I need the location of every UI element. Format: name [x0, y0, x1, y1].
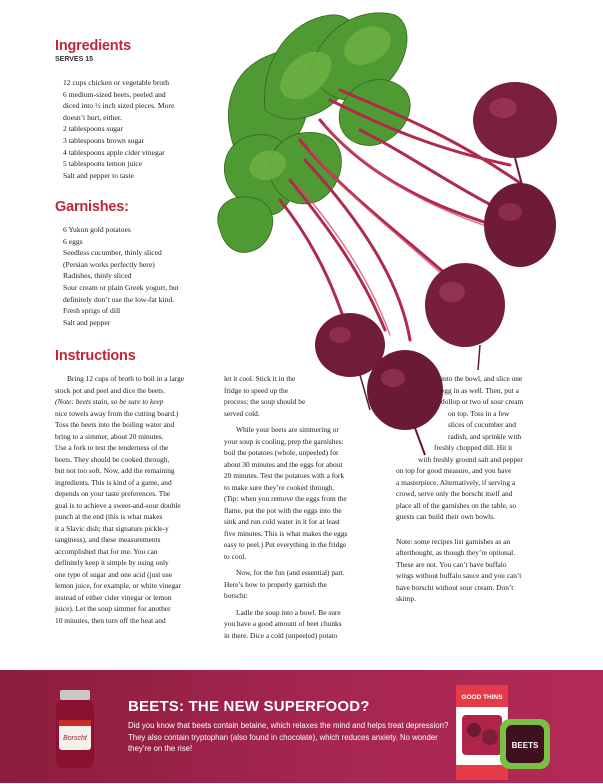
box-label: GOOD THINS [461, 694, 503, 701]
list-item: Seedless cucumber, thinly sliced [63, 248, 162, 258]
text-line: instead of either cider vinegar or lemon [55, 592, 172, 602]
text-line: afterthought, as though they’re optional. [396, 548, 516, 557]
list-item: 5 tablespoons lemon juice [63, 159, 143, 169]
ingredients-heading: Ingredients [55, 38, 131, 54]
text-line: depends on your taste preferences. The [55, 489, 171, 498]
garnishes-heading: Garnishes: [55, 199, 129, 215]
text-line: five minutes. This is what makes the eggs [224, 528, 348, 538]
text-line: with freshly ground salt and pepper [418, 454, 523, 464]
list-item: 3 tablespoons brown sugar [63, 135, 145, 145]
text-line: crowd, serve only the borscht itself and [396, 489, 513, 498]
text-line: on top. Toss in a few [448, 408, 510, 418]
text-line: into the bowl, and slice one [441, 374, 523, 383]
text-line: juice). Let the soup simmer for another [55, 604, 171, 613]
text-line: lemon juice, for example, or white vinegar [55, 581, 182, 590]
text-line: let it cool. Stick it in the [224, 374, 296, 383]
text-line: place all of the garnishes on the table, so [396, 500, 517, 510]
list-item: 6 eggs [63, 236, 83, 246]
list-item: (Persian works perfectly here) [63, 259, 155, 269]
text-line: fridge to speed up the [224, 385, 289, 395]
list-item: Fresh sprigs of dill [63, 306, 121, 316]
text-line: Note: some recipes list garnishes as an [396, 536, 511, 546]
list-item: 6 Yukon gold potatoes [63, 225, 131, 234]
borscht-jar-image [50, 690, 100, 770]
text-line: ingredients. This is kind of a game, and [55, 477, 172, 487]
text-line: beets. They should be cooked through, [55, 454, 170, 464]
text-line: on top for good measure, and you have [396, 466, 512, 475]
text-line: your soup is cooling, prep the garnishes: [224, 436, 344, 446]
cup-label: BEETS [511, 741, 539, 750]
list-item: Sour cream or plain Greek yogurt, but [63, 282, 179, 292]
text-line: easy to peel.) Put everything in the fridge [224, 540, 347, 549]
text-line: freshly chopped dill. Hit it [434, 443, 513, 452]
callout-title: BEETS: THE NEW SUPERFOOD? [128, 698, 370, 715]
text-line: boil the potatoes (whole, unpeeled) for [224, 448, 339, 457]
text-line: Use a fork to test the tenderness of the [55, 443, 169, 452]
text-line: Now, for the fun (and essential) part. [236, 568, 345, 577]
text-line: it a Slavic dish; that signature pickle-y [55, 523, 169, 533]
ingredients-list [63, 77, 174, 181]
text-line: nice towels away from the cutting board.) [55, 408, 179, 418]
text-line: process; the soup should be [224, 397, 306, 406]
beets-cup-image [498, 715, 553, 773]
list-item: Radishes, thinly sliced [63, 271, 132, 281]
instructions-column-2 [224, 373, 384, 641]
text-line: Bring 12 cups of broth to boil in a large [67, 374, 185, 383]
text-line: about 30 minutes and the eggs for about [224, 459, 343, 469]
text-line: dollop or two of sour cream [441, 397, 524, 406]
instructions-column-3 [396, 373, 556, 605]
text-line: served cold. [224, 408, 260, 418]
text-line: borscht: [224, 591, 248, 600]
text-line: accomplished that for me. You can [55, 546, 158, 556]
text-line: stock pot and peel and dice the beets. [55, 385, 166, 395]
list-item: 4 tablespoons apple cider vinegar [63, 147, 165, 157]
text-line: but not too soft. Now, add the remaining [55, 466, 175, 475]
text-line: wings without buffalo sauce and you can’t [396, 571, 522, 580]
list-item: Salt and pepper to taste [63, 170, 134, 180]
text-line: Ladle the soup into a bowl. Be sure [236, 607, 341, 617]
text-line: While your beets are simmering or [236, 425, 339, 434]
text-line: egg in as well. Then, put a [441, 385, 519, 395]
callout-body: Did you know that beets contain betaine, which relaxes the mind and helps treat depression? They also contain tryptophan (also found in chocolate), which reduces anxiety. No wonder they’re on the rise! [128, 721, 449, 753]
text-line: skimp. [396, 594, 416, 603]
text-line: bring to a simmer, about 20 minutes. [55, 431, 164, 441]
text-line: to make sure they’re cooked through. [224, 482, 335, 492]
text-line: 20 minutes. Test the potatoes with a fork [224, 471, 345, 480]
text-line: you have a good amount of beet chunks [224, 619, 342, 628]
text-line: have borscht without sour cream. Don’t [396, 582, 514, 592]
list-item: 2 tablespoons sugar [63, 124, 123, 134]
text-line: punch at the end (this is what makes [55, 512, 163, 521]
text-line: radish, and sprinkle with [448, 431, 522, 441]
text-line: a masterpiece. Alternatively, if serving a [396, 477, 516, 487]
list-item: 6 medium-sized beets, peeled and [63, 89, 166, 99]
instructions-column-1 [55, 373, 215, 626]
text-line: definitely keep it simple by using only [55, 558, 169, 567]
garnishes-list [63, 224, 179, 328]
text-line: to cool. [224, 551, 247, 561]
list-item: diced into ½ inch sized pieces. More [63, 101, 175, 111]
text-line: flame, put the pot with the eggs into the [224, 505, 342, 515]
text-line: Toss the beets into the boiling water and [55, 420, 175, 429]
jar-label: Borscht [63, 735, 87, 742]
text-line: one type of sugar and one acid (just use [55, 569, 172, 579]
text-line: These are not. You can’t have buffalo [396, 559, 507, 569]
list-item: definitely don’t use the low-fat kind. [63, 294, 175, 304]
text-line: slices of cucumber and [448, 420, 516, 429]
list-item: Salt and pepper [63, 317, 111, 327]
text-line: (Tip: when you remove the eggs from the [224, 494, 347, 503]
text-line: 10 minutes, then turn off the heat and [55, 615, 166, 625]
text-line: in there. Dice a cold (unpeeled) potato [224, 630, 338, 640]
list-item: doesn’t hurt, either. [63, 112, 122, 122]
list-item: 12 cups chicken or vegetable broth [63, 78, 170, 87]
text-line: guests can build their own bowls. [396, 512, 495, 521]
text-line: (Note: beets stain, so be sure to keep [55, 397, 164, 406]
text-line: tanginess), and these measurements [55, 535, 161, 544]
text-line: Here’s how to properly garnish the [224, 579, 327, 589]
instructions-heading: Instructions [55, 348, 136, 364]
serves-label: SERVES 15 [55, 56, 94, 63]
text-line: sink and run cold water in it for at least [224, 517, 340, 526]
text-line: goal is to achieve a sweet-and-sour double [55, 500, 181, 510]
